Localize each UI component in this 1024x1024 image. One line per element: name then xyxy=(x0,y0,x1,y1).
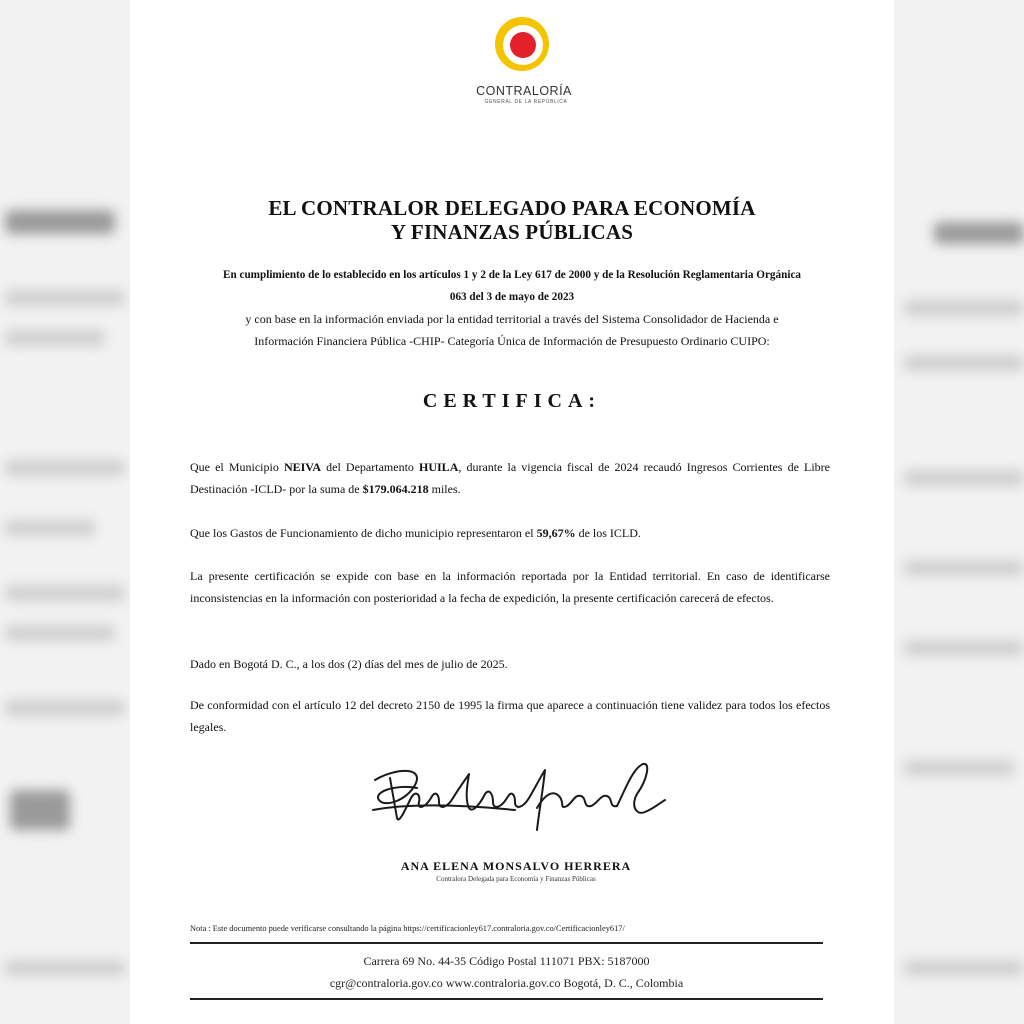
information-source-line-1: y con base en la información enviada por la entidad territorial a través del Sistema Consolidador de Hacienda e xyxy=(245,312,779,326)
paragraph-disclaimer: La presente certificación se expide con base en la información reportada por la Entidad territorial. En caso de identificarse inconsistencias en la información con posterioridad a la fecha de expedición, la presente certificación carecerá de efectos. xyxy=(190,569,830,605)
text: del Departamento xyxy=(321,460,420,474)
blurred-background-left xyxy=(0,0,130,1024)
legal-basis xyxy=(170,264,854,308)
income-amount: $179.064.218 xyxy=(362,482,429,496)
document-page xyxy=(130,0,894,1024)
information-source xyxy=(170,308,854,352)
department-name: HUILA xyxy=(419,460,459,474)
text: de los ICLD. xyxy=(575,526,641,540)
legal-basis-line-1: En cumplimiento de lo establecido en los artículos 1 y 2 de la Ley 617 de 2000 y de la Resolución Reglamentaria Orgánica xyxy=(223,269,801,281)
contraloria-logo-icon xyxy=(492,14,552,74)
footer-divider-bottom xyxy=(190,998,823,1000)
verification-note: Nota : Este documento puede verificarse consultando la página https://certificacionley617.contraloria.gov.co/Certificacionley617/ xyxy=(190,924,625,933)
paragraph-income xyxy=(190,456,830,500)
certifica-heading: CERTIFICA: xyxy=(422,390,602,412)
information-source-line-2: Información Financiera Pública -CHIP- Categoría Única de Información de Presupuesto Ordinario CUIPO: xyxy=(254,334,770,348)
footer-contact: cgr@contraloria.gov.co www.contraloria.gov.co Bogotá, D. C., Colombia xyxy=(329,976,684,990)
document-title xyxy=(130,196,894,244)
paragraph-expenses xyxy=(190,522,830,544)
brand-name: CONTRALORÍA xyxy=(476,84,572,98)
signer-name: ANA ELENA MONSALVO HERRERA xyxy=(400,859,632,873)
blurred-background-right xyxy=(894,0,1024,1024)
text: Que los Gastos de Funcionamiento de dicho municipio representaron el xyxy=(190,526,537,540)
footer-divider-top xyxy=(190,942,823,944)
title-line-1: EL CONTRALOR DELEGADO PARA ECONOMÍA xyxy=(268,196,756,220)
footer-address: Carrera 69 No. 44-35 Código Postal 111071 PBX: 5187000 xyxy=(363,954,650,968)
paragraph-signature-validity: De conformidad con el artículo 12 del decreto 2150 de 1995 la firma que aparece a continuación tiene validez para todos los efectos legales. xyxy=(190,698,830,734)
legal-basis-line-2: 063 del 3 de mayo de 2023 xyxy=(449,291,575,303)
text: , durante la vigencia fiscal de 2024 recaudó Ingresos Corrientes de Libre Destinación -ICLD- por la suma de xyxy=(190,460,830,496)
title-line-2: Y FINANZAS PÚBLICAS xyxy=(390,220,634,244)
handwritten-signature-icon xyxy=(355,750,675,850)
signer-title: Contralora Delegada para Economía y Finanzas Públicas xyxy=(436,875,596,883)
paragraph-date: Dado en Bogotá D. C., a los dos (2) días del mes de julio de 2025. xyxy=(190,657,508,671)
municipality-name: NEIVA xyxy=(283,460,322,474)
expense-percentage: 59,67% xyxy=(536,526,576,540)
brand-subtitle: GENERAL DE LA REPÚBLICA xyxy=(484,99,568,105)
text: Que el Municipio xyxy=(190,460,284,474)
text: miles. xyxy=(428,482,461,496)
